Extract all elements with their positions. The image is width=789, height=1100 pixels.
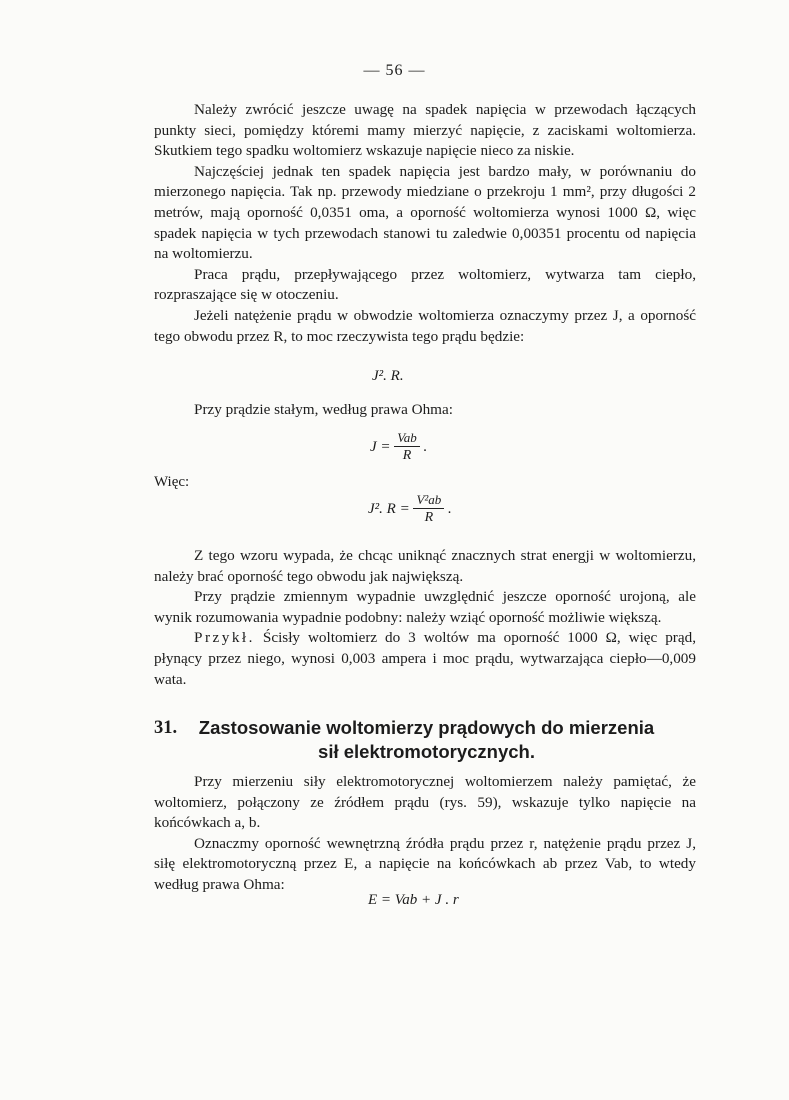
formula-lhs: J². R = [368, 500, 410, 517]
example-label: Przykł. [194, 629, 255, 647]
page-number: — 56 — [363, 62, 426, 79]
text-block-top [154, 100, 696, 347]
paragraph: Przy prądzie stałym, według prawa Ohma: [194, 401, 453, 418]
section-title-line2: sił elektromotorycznych. [318, 741, 535, 762]
text-block-mid [154, 546, 696, 690]
paragraph: Jeżeli natężenie prądu w obwodzie woltomierza oznaczymy przez J, a oporność tego obwodu przez R, to moc rzeczywista tego prądu będzie: [154, 306, 696, 345]
formula-power: J². R. [372, 368, 404, 384]
text-block-bottom [154, 772, 696, 896]
paragraph: Najczęściej jednak ten spadek napięcia jest bardzo mały, w porównaniu do mierzonego napięcia. Tak np. przewody miedziane o przekroju 1 mm², przy długości 2 metrów, mają oporność 0,0351 oma, a oporność woltomierza wynosi 1000 Ω, więc spadek napięcia w tych przewodach stanowi tu zaledwie 0,00351 procentu od napięcia na woltomierzu. [154, 162, 696, 263]
formula-end: . [448, 500, 452, 517]
ohm-intro-block [154, 400, 696, 421]
paragraph: Z tego wzoru wypada, że chcąc uniknąć znacznych strat energji w woltomierzu, należy brać oporność tego obwodu jak największą. [154, 547, 696, 585]
formula-lhs: J = [370, 438, 391, 455]
wiec-label: Więc: [154, 474, 190, 490]
fraction-denominator: R [424, 510, 434, 525]
fraction [413, 492, 444, 527]
section-title-line1: Zastosowanie woltomierzy prądowych do mierzenia [198, 717, 655, 738]
paragraph: Przy mierzeniu siły elektromotorycznej woltomierzem należy pamiętać, że woltomierz, połączony ze źródłem prądu (rys. 59), wskazuje tylko napięcie na końcówkach a, b. [154, 773, 696, 832]
example-text: Ścisły woltomierz do 3 woltów ma oporność 1000 Ω, więc prąd, płynący przez niego, wynosi 0,003 ampera i moc prądu, wytwarzająca ciepło—0,009 wata. [154, 629, 696, 688]
formula-emf: E = Vab + J . r [368, 892, 459, 908]
paragraph: Praca prądu, przepływającego przez woltomierz, wytwarza tam ciepło, rozpraszające się w otoczeniu. [154, 265, 696, 304]
section-number: 31. [154, 718, 178, 738]
fraction [394, 430, 420, 465]
fraction-numerator: Vab [394, 430, 420, 447]
paragraph: Przy prądzie zmiennym wypadnie uwzględnić jeszcze oporność urojoną, ale wynik rozumowania wypadnie podobny: należy wziąć oporność możliwie większą. [154, 588, 696, 626]
formula-loss [368, 492, 452, 527]
example-paragraph [154, 628, 696, 690]
fraction-numerator: V²ab [413, 492, 444, 509]
section-heading [154, 716, 699, 764]
fraction-denominator: R [402, 448, 412, 463]
formula-end: . [423, 438, 428, 455]
formula-ohm [370, 430, 427, 465]
paragraph: Należy zwrócić jeszcze uwagę na spadek napięcia w przewodach łączących punkty sieci, pomiędzy któremi mamy mierzyć napięcie, z zaciskami woltomierza. Skutkiem tego spadku woltomierz wskazuje napięcie nieco za niskie. [154, 101, 696, 160]
paragraph: Oznaczmy oporność wewnętrzną źródła prądu przez r, natężenie prądu przez J, siłę elektromotoryczną przez E, a napięcie na końcówkach ab przez Vab, to wtedy według prawa Ohma: [154, 834, 696, 893]
